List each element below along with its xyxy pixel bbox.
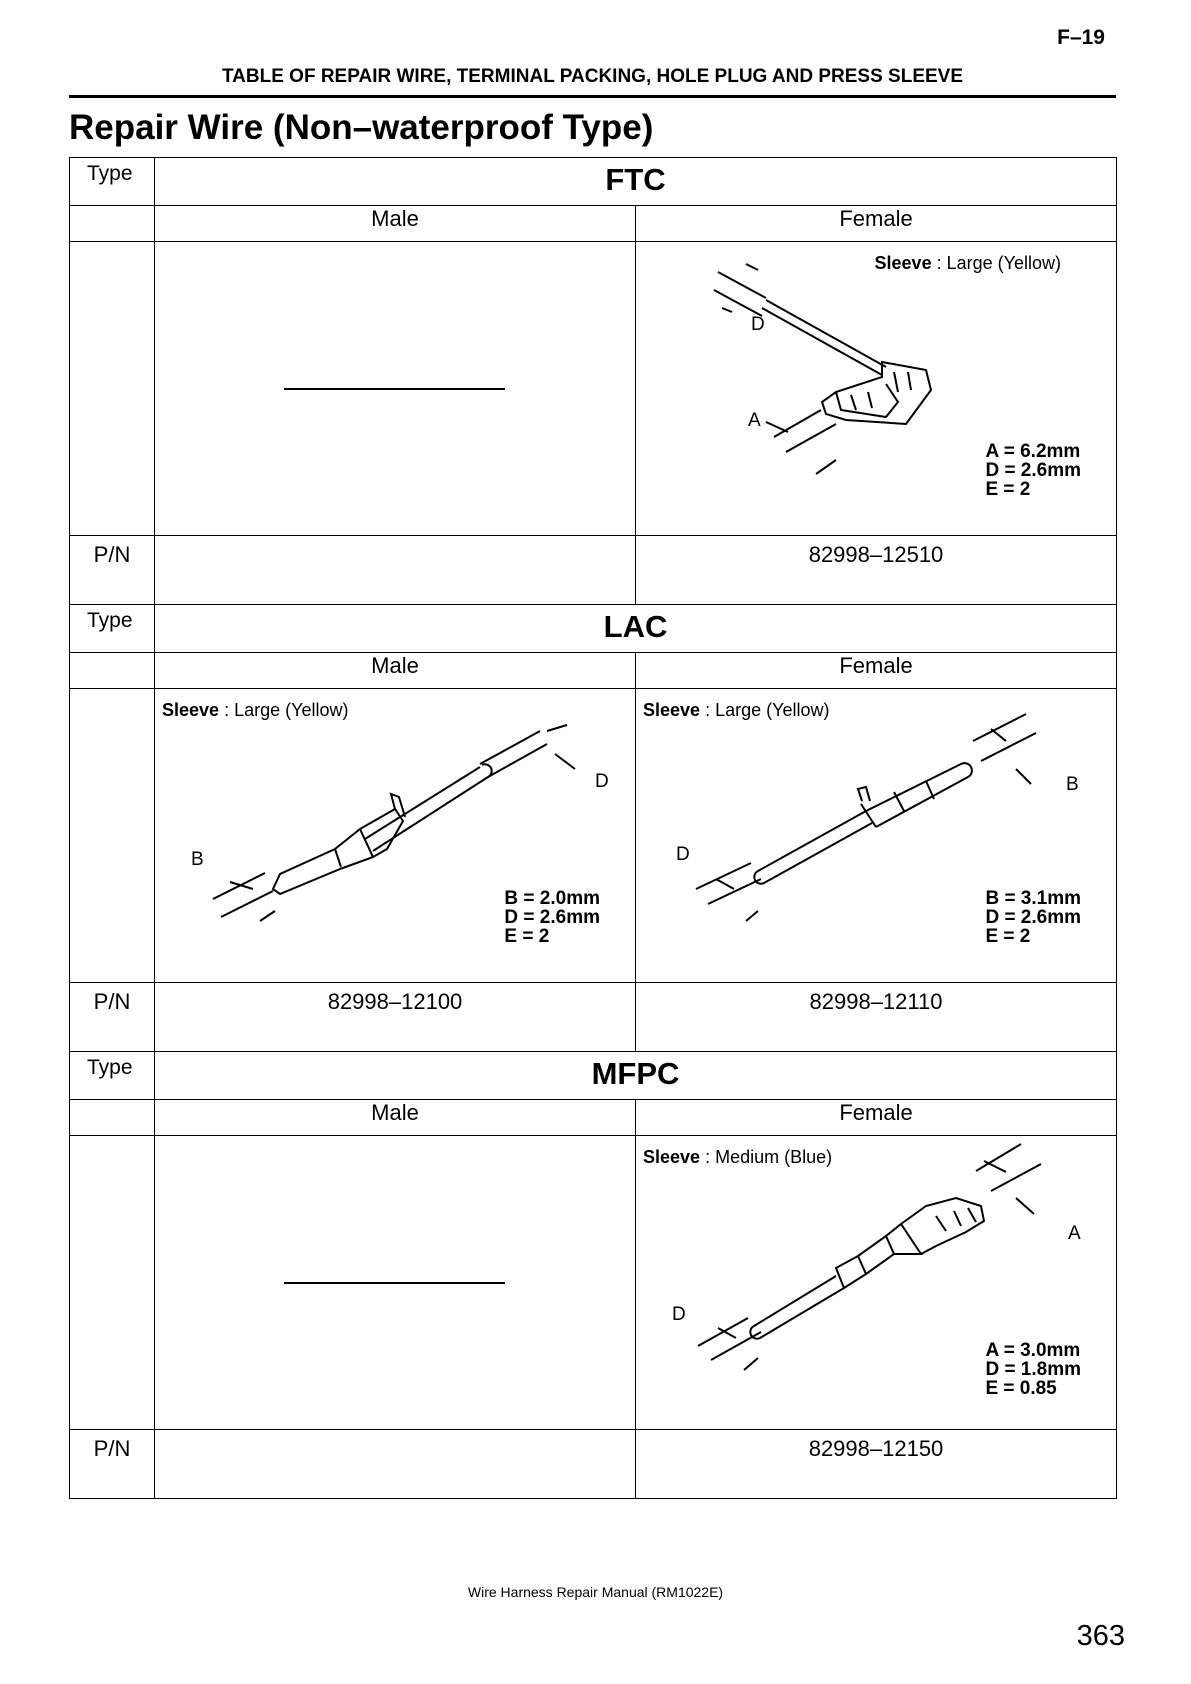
type-row: [70, 605, 1117, 653]
pn-label: P/N: [93, 989, 131, 1014]
type-name: FTC: [605, 162, 666, 197]
female-header: Female: [636, 1100, 1117, 1136]
page-code: F–19: [1057, 26, 1105, 49]
illustration-row: [70, 689, 1117, 983]
pn-label: P/N: [93, 1436, 131, 1461]
sleeve-label: Sleeve: [643, 700, 701, 720]
pn-label: P/N: [93, 542, 131, 567]
female-pn: 82998–12110: [809, 989, 943, 1014]
dim-label: A: [748, 410, 761, 431]
spec-block: [985, 889, 1081, 946]
male-pn: 82998–12100: [327, 989, 463, 1014]
sleeve-label: Sleeve: [162, 700, 220, 720]
type-label: Type: [87, 162, 133, 185]
dim-label: D: [672, 1304, 686, 1325]
male-female-row: [70, 653, 1117, 689]
sleeve-value: : Large (Yellow): [705, 700, 830, 720]
male-pn: [155, 536, 635, 542]
spec-line: B = 3.1mm: [985, 888, 1082, 909]
dim-label: D: [595, 771, 609, 792]
heading-rule: [69, 95, 1116, 98]
dim-label: A: [1068, 1223, 1081, 1244]
female-header: Female: [636, 653, 1117, 689]
female-illustration-cell: [636, 242, 1117, 536]
pn-row: [70, 1430, 1117, 1499]
sleeve-value: : Medium (Blue): [705, 1147, 833, 1167]
spec-line: E = 2: [985, 926, 1031, 947]
female-pn: 82998–12510: [808, 542, 944, 567]
not-available-dash: [284, 388, 505, 390]
male-female-row: [70, 206, 1117, 242]
spec-line: D = 2.6mm: [504, 907, 600, 928]
type-name: MFPC: [591, 1056, 680, 1091]
spec-block: [985, 442, 1081, 499]
spec-line: B = 2.0mm: [504, 888, 600, 909]
sleeve-value: : Large (Yellow): [936, 253, 1062, 273]
spec-line: E = 2: [504, 926, 550, 947]
spec-line: E = 2: [985, 479, 1031, 500]
female-illustration-cell: [636, 1136, 1117, 1430]
female-header: Female: [636, 206, 1117, 242]
spec-line: A = 3.0mm: [985, 1340, 1081, 1361]
spec-block: [504, 889, 600, 946]
dim-label: D: [751, 314, 765, 335]
illustration-row: [70, 1136, 1117, 1430]
footer: Wire Harness Repair Manual (RM1022E): [467, 1584, 724, 1600]
male-header: Male: [155, 206, 636, 242]
not-available-dash: [284, 1282, 505, 1284]
spec-block: [985, 1341, 1081, 1398]
spec-line: D = 2.6mm: [985, 907, 1082, 928]
sleeve-value: : Large (Yellow): [224, 700, 349, 720]
spec-line: E = 0.85: [985, 1378, 1057, 1399]
type-label: Type: [87, 609, 133, 632]
type-row: [70, 158, 1117, 206]
type-name: LAC: [603, 609, 668, 644]
male-header: Male: [155, 1100, 636, 1136]
male-pn: [155, 1430, 635, 1436]
male-header: Male: [155, 653, 636, 689]
sleeve-label: Sleeve: [874, 253, 932, 273]
page-number: 363: [1076, 1620, 1125, 1652]
female-illustration-cell: [636, 689, 1117, 983]
type-row: [70, 1052, 1117, 1100]
spec-line: D = 1.8mm: [985, 1359, 1082, 1380]
dim-label: D: [676, 844, 690, 865]
section-title: Repair Wire (Non–waterproof Type): [69, 108, 654, 147]
pn-row: [70, 536, 1117, 605]
illustration-row: [70, 242, 1117, 536]
repair-wire-table: [69, 157, 1117, 1499]
spec-line: D = 2.6mm: [985, 460, 1082, 481]
spec-line: A = 6.2mm: [985, 441, 1081, 462]
male-female-row: [70, 1100, 1117, 1136]
pn-row: [70, 983, 1117, 1052]
male-illustration-cell: [155, 242, 636, 536]
dim-label: B: [191, 849, 204, 870]
page-heading: TABLE OF REPAIR WIRE, TERMINAL PACKING, HOLE PLUG AND PRESS SLEEVE: [221, 66, 964, 87]
sleeve-label: Sleeve: [643, 1147, 701, 1167]
male-illustration-cell: [155, 689, 636, 983]
type-label: Type: [87, 1056, 133, 1079]
dim-label: B: [1066, 774, 1079, 795]
female-pn: 82998–12150: [808, 1436, 944, 1461]
male-illustration-cell: [155, 1136, 636, 1430]
